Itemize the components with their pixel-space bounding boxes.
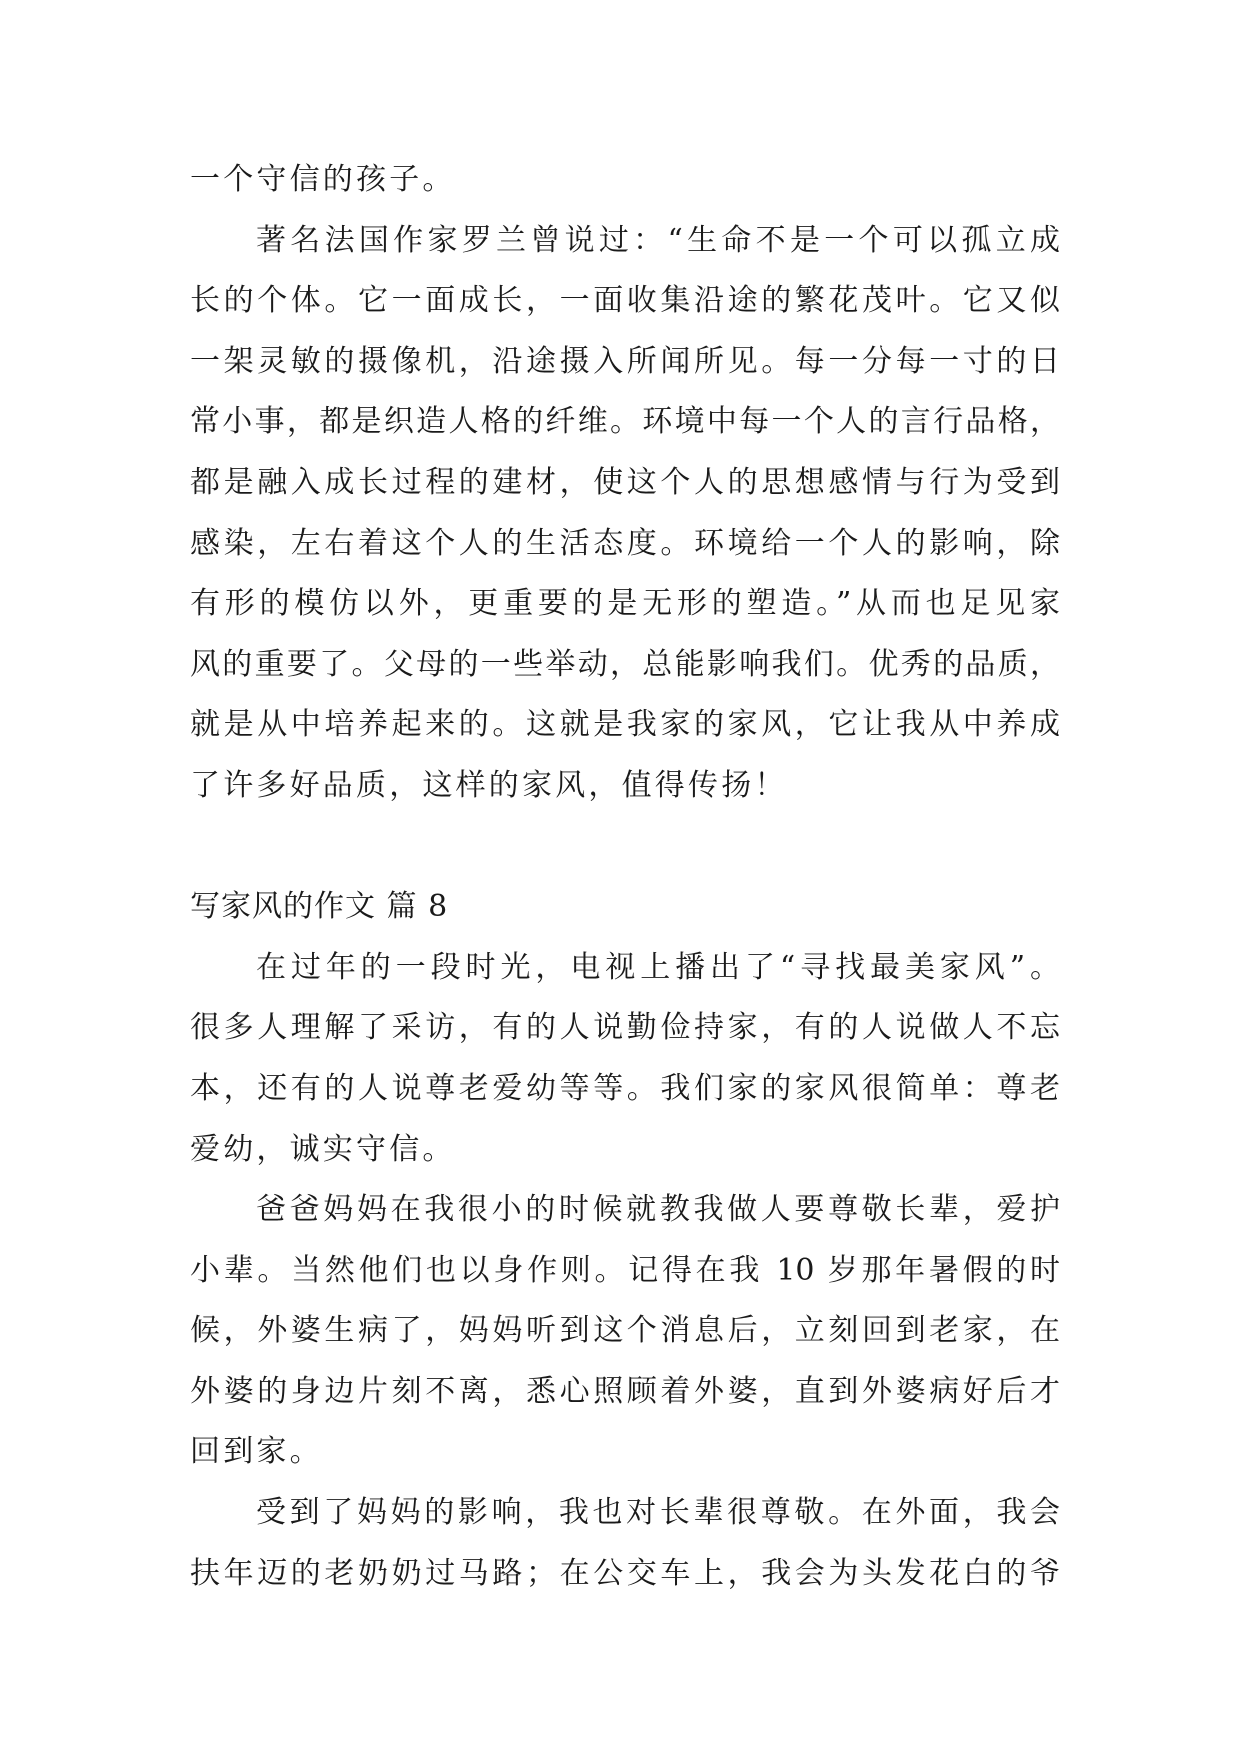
text-block-after-heading <box>190 938 1060 1605</box>
section-spacer <box>190 817 1060 878</box>
text-line: 长的个体。它一面成长，一面收集沿途的繁花茂叶。它又似 <box>190 283 1060 319</box>
text-line: 都是融入成长过程的建材，使这个人的思想感情与行为受到 <box>190 464 1060 500</box>
text-line: 就是从中培养起来的。这就是我家的家风，它让我从中养成 <box>190 707 1060 743</box>
text-line: 外婆的身边片刻不离，悉心照顾着外婆，直到外婆病好后才 <box>190 1373 1060 1409</box>
text-line: 一个守信的孩子。 <box>190 162 456 197</box>
text-line: 爸爸妈妈在我很小的时候就教我做人要尊敬长辈，爱护 <box>256 1192 1060 1228</box>
text-line: 常小事，都是织造人格的纤维。环境中每一个人的言行品格， <box>190 404 1060 440</box>
text-block-before-heading <box>190 150 1060 817</box>
text-line: 爱幼，诚实守信。 <box>190 1131 456 1167</box>
section-heading: 写家风的作文 篇 8 <box>190 889 449 925</box>
text-line: 扶年迈的老奶奶过马路；在公交车上，我会为头发花白的爷 <box>190 1555 1060 1591</box>
text-line: 在过年的一段时光，电视上播出了“寻找最美家风”。 <box>256 949 1060 985</box>
text-line: 很多人理解了采访，有的人说勤俭持家，有的人说做人不忘 <box>190 1010 1060 1046</box>
text-line: 回到家。 <box>190 1434 323 1470</box>
text-line: 受到了妈妈的影响，我也对长辈很尊敬。在外面，我会 <box>256 1495 1060 1531</box>
text-line: 感染，左右着这个人的生活态度。环境给一个人的影响，除 <box>190 525 1060 561</box>
text-line: 本，还有的人说尊老爱幼等等。我们家的家风很简单：尊老 <box>190 1070 1060 1106</box>
document-page <box>190 150 1060 1604</box>
text-line: 有形的模仿以外，更重要的是无形的塑造。”从而也足见家 <box>190 586 1060 622</box>
text-line: 了许多好品质，这样的家风，值得传扬！ <box>190 767 788 803</box>
text-line: 候，外婆生病了，妈妈听到这个消息后，立刻回到老家，在 <box>190 1313 1060 1349</box>
text-line: 风的重要了。父母的一些举动，总能影响我们。优秀的品质， <box>190 646 1060 682</box>
text-line: 一架灵敏的摄像机，沿途摄入所闻所见。每一分每一寸的日 <box>190 343 1060 379</box>
text-line: 著名法国作家罗兰曾说过：“生命不是一个可以孤立成 <box>256 222 1060 258</box>
text-line: 小辈。当然他们也以身作则。记得在我 10 岁那年暑假的时 <box>190 1252 1060 1288</box>
